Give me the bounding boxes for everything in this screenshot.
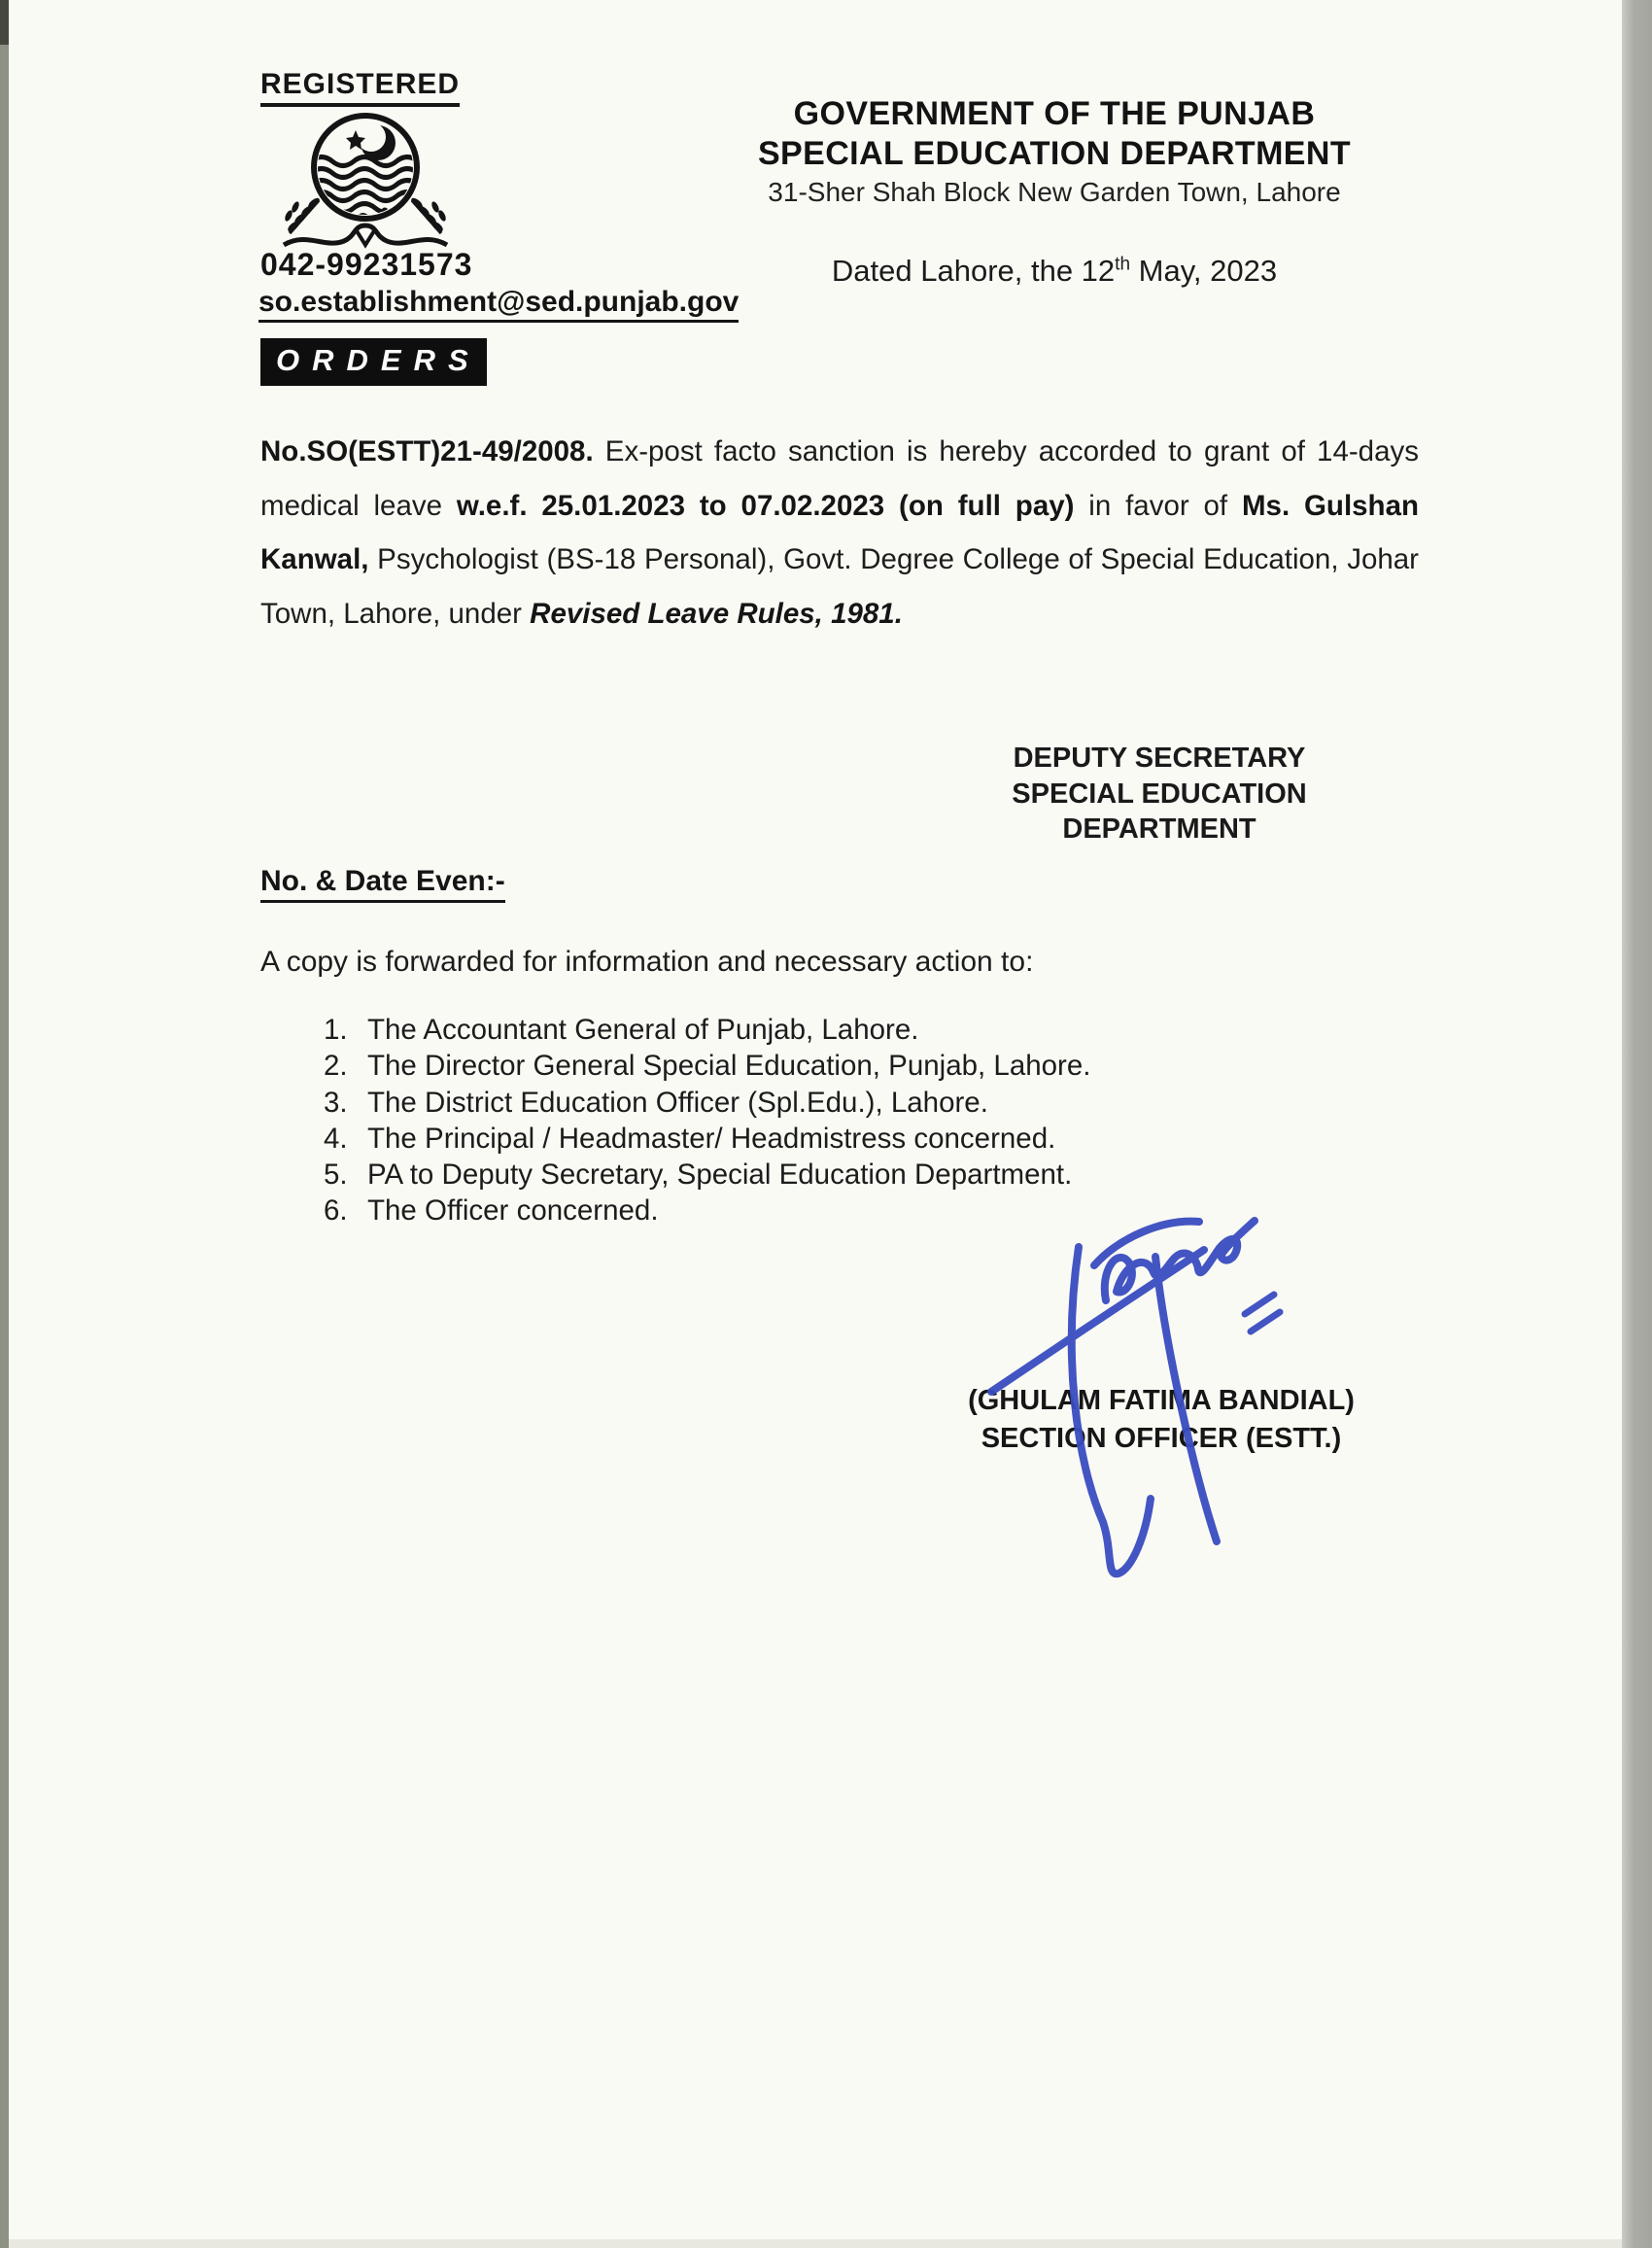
cc-item-text: The Director General Special Education, Punjab, Lahore. xyxy=(367,1050,1091,1083)
deputy-secretary-line2: SPECIAL EDUCATION xyxy=(1012,778,1307,810)
order-text-favor: in favor of xyxy=(1074,489,1242,522)
date-line xyxy=(671,254,1438,289)
date-suffix: May, 2023 xyxy=(1130,254,1278,288)
scan-edge-left-top xyxy=(0,0,9,45)
deputy-secretary-line1: DEPUTY SECRETARY xyxy=(1013,743,1306,774)
department-title: SPECIAL EDUCATION DEPARTMENT xyxy=(757,135,1351,172)
officer-designation: Psychologist (BS-18 Personal), Govt. Degree College of Special Education, Johar Town, Lahore, under xyxy=(260,543,1419,630)
deputy-secretary-block xyxy=(999,741,1320,847)
cc-item xyxy=(324,1157,1091,1193)
punjab-government-crest-icon xyxy=(262,107,468,258)
orders-heading-underline xyxy=(260,343,487,385)
cc-item-text: The District Education Officer (Spl.Edu.), Lahore. xyxy=(367,1086,988,1119)
cc-list xyxy=(324,1012,1091,1229)
section-officer-title: SECTION OFFICER (ESTT.) xyxy=(981,1423,1342,1454)
orders-heading: ORDERS xyxy=(260,338,487,386)
order-text-sanction: Ex-post facto sanction is hereby accorded to grant of 14-days medical leave xyxy=(260,435,1419,522)
deputy-secretary-line3: DEPARTMENT xyxy=(1062,813,1256,845)
cc-item xyxy=(324,1121,1091,1157)
cc-item-text: The Accountant General of Punjab, Lahore. xyxy=(367,1014,919,1046)
cc-item-number: 6. xyxy=(324,1194,348,1228)
cc-item xyxy=(324,1048,1091,1084)
email-address: so.establishment@sed.punjab.gov xyxy=(258,286,739,323)
cc-item xyxy=(324,1085,1091,1121)
scan-edge-bottom xyxy=(9,2239,1622,2248)
scan-edge-left xyxy=(0,0,9,2248)
date-ordinal-suffix: th xyxy=(1115,254,1131,275)
officer-name: Ms. Gulshan Kanwal, xyxy=(260,489,1419,575)
department-address: 31-Sher Shah Block New Garden Town, Lahore xyxy=(768,177,1341,207)
cc-item-number: 5. xyxy=(324,1159,348,1192)
cc-item xyxy=(324,1193,1091,1228)
scan-edge-right xyxy=(1622,0,1652,2248)
section-officer-name: (GHULAM FATIMA BANDIAL) xyxy=(968,1385,1355,1416)
cc-item xyxy=(324,1012,1091,1048)
cc-item-text: The Officer concerned. xyxy=(367,1194,659,1228)
government-title: GOVERNMENT OF THE PUNJAB xyxy=(793,95,1316,132)
registered-label: REGISTERED xyxy=(260,68,460,107)
date-prefix: Dated Lahore, the 12 xyxy=(831,254,1116,288)
no-date-even-label: No. & Date Even:- xyxy=(260,865,505,903)
department-header xyxy=(671,95,1438,289)
reference-number: No.SO(ESTT)21-49/2008. xyxy=(260,435,594,467)
order-paragraph xyxy=(260,425,1419,640)
cc-item-text: The Principal / Headmaster/ Headmistress concerned. xyxy=(367,1122,1056,1155)
cc-item-number: 2. xyxy=(324,1050,348,1083)
cc-item-number: 1. xyxy=(324,1014,348,1046)
cc-item-number: 4. xyxy=(324,1122,348,1155)
cc-item-text: PA to Deputy Secretary, Special Education Department. xyxy=(367,1159,1073,1192)
section-officer-block xyxy=(921,1382,1401,1458)
leave-rules-reference: Revised Leave Rules, 1981. xyxy=(530,597,903,630)
cc-intro-line: A copy is forwarded for information and necessary action to: xyxy=(260,946,1034,978)
leave-dates: w.e.f. 25.01.2023 to 07.02.2023 (on full pay) xyxy=(456,489,1075,522)
cc-item-number: 3. xyxy=(324,1086,348,1119)
phone-number: 042-99231573 xyxy=(260,247,473,282)
